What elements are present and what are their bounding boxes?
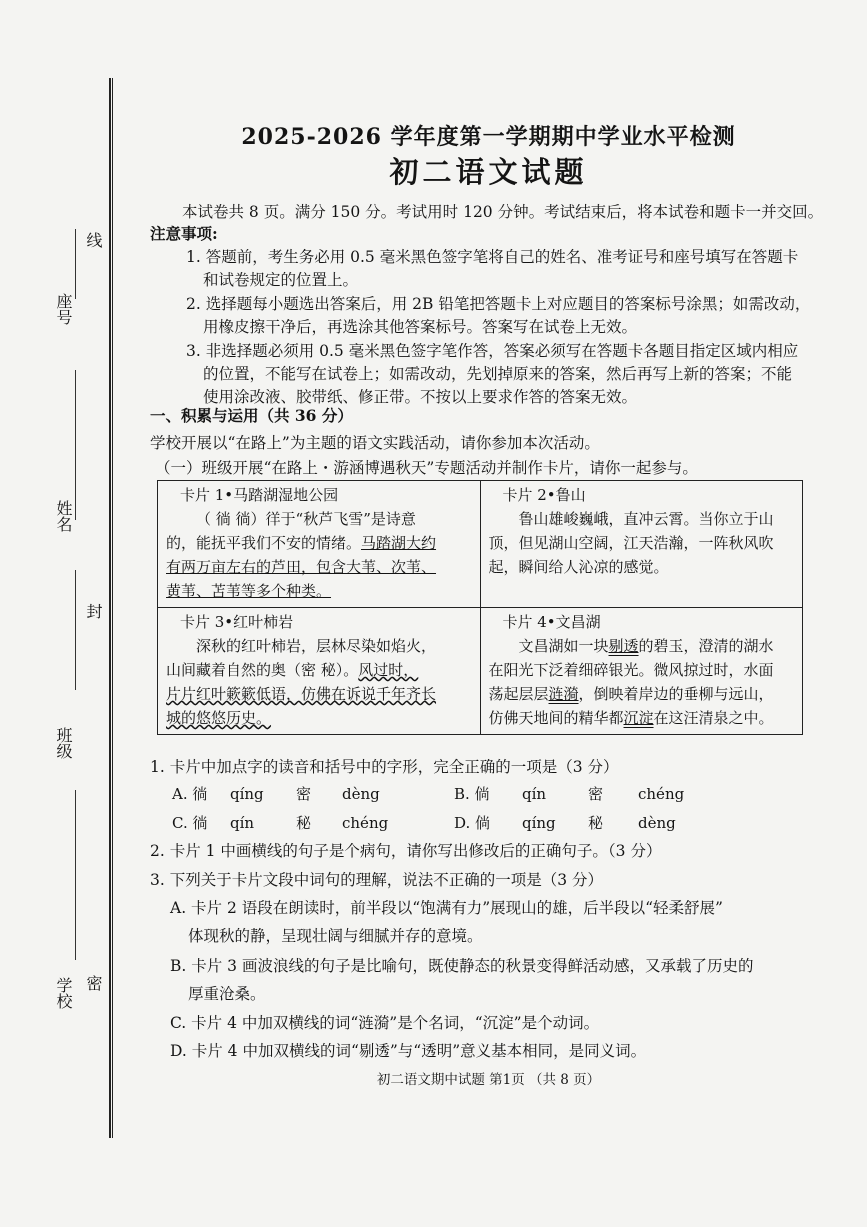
margin-line-char: 线 (84, 232, 103, 248)
option-pinyin: qíng (522, 814, 556, 832)
card-text (489, 682, 797, 706)
card-text: 深秋的红叶柿岩，层林尽染如焰火， (196, 637, 437, 655)
option-char: A. 徜 (172, 785, 208, 803)
option-pinyin: chéng (342, 814, 389, 832)
option-char: 密 (588, 785, 604, 803)
card-text-part: 仿佛天地间的精华都 (488, 709, 624, 727)
option-char: D. 倘 (454, 814, 491, 832)
card-text (489, 634, 797, 658)
underlined-sentence: 有两万亩左右的芦田，包含大苇、次苇、 (166, 558, 437, 576)
question-2: 2. 卡片 1 中画横线的句子是个病句，请你写出修改后的正确句子。（3 分） (150, 842, 662, 860)
card-text: 在阳光下泛着细碎银光。微风掠过时，水面 (488, 661, 774, 679)
double-underlined-word: 剔透 (608, 637, 639, 655)
card-text: 鲁山雄峻巍峨，直冲云霄。当你立于山 (518, 510, 774, 528)
question-3: 3. 下列关于卡片文段中词句的理解，说法不正确的一项是（3 分） (150, 871, 604, 889)
notice-line: 和试卷规定的位置上。 (203, 271, 359, 289)
card-text-part: ，倒映着岸边的垂柳与远山， (578, 685, 774, 703)
q3-option-a: A. 卡片 2 语段在朗读时，前半段以“饱满有力”展现山的雄，后半段以“轻柔舒展” (170, 899, 723, 917)
card-text-part: 在这汪清泉之中。 (653, 709, 774, 727)
option-char: 秘 (296, 814, 312, 832)
margin-secret-char: 密 (84, 975, 103, 991)
card-1 (158, 481, 481, 608)
notice-line: 使用涂改液、胶带纸、修正带。不按以上要求作答的答案无效。 (203, 388, 638, 406)
option-pinyin: dèng (342, 785, 380, 803)
q3-option-b-cont: 厚重沧桑。 (188, 985, 266, 1003)
double-underlined-word: 涟漪 (548, 685, 579, 703)
name-fill-line (75, 570, 76, 690)
card-title: 卡片 4•文昌湖 (502, 613, 601, 631)
cards-table (157, 480, 803, 735)
option-char: B. 倘 (454, 785, 490, 803)
q1-option-b (454, 783, 684, 805)
exam-title-line1: 2025-2026 学年度第一学期期中学业水平检测 (241, 124, 736, 150)
wavy-sentence: 风过时， (358, 661, 419, 679)
option-char: C. 徜 (172, 814, 208, 832)
notice-title: 注意事项: (150, 224, 218, 243)
q3-option-a-cont: 体现秋的静，呈现壮阔与细腻并存的意境。 (188, 927, 483, 945)
card-text-part: 文昌湖如一块 (518, 637, 609, 655)
card-title: 卡片 2•鲁山 (502, 486, 586, 504)
option-pinyin: qín (522, 785, 547, 803)
underlined-sentence: 马踏湖大约 (361, 534, 437, 552)
activity-intro: 学校开展以“在路上”为主题的语文实践活动，请你参加本次活动。 (150, 434, 600, 452)
seat-fill-line (75, 229, 76, 299)
option-pinyin: qín (230, 814, 255, 832)
card-4 (480, 608, 803, 735)
section-heading: 一、积累与运用（共 36 分） (150, 406, 353, 425)
card-text (166, 531, 474, 555)
exam-title-line2: 初二语文试题 (389, 155, 588, 189)
notice-line: 3. 非选择题必须用 0.5 毫米黑色签字笔作答，答案必须写在答题卡各题目指定区域内相应 (186, 342, 799, 360)
q3-option-c: C. 卡片 4 中加双横线的词“涟漪”是个名词，“沉淀”是个动词。 (170, 1014, 600, 1032)
card-title: 卡片 1•马踏湖湿地公园 (180, 486, 339, 504)
card-text-part: 的，能抚平我们不安的情绪。 (166, 534, 362, 552)
notice-line: 1. 答题前，考生务必用 0.5 毫米黑色签字笔将自己的姓名、准考证号和座号填写在答题卡 (186, 248, 799, 266)
q3-option-b: B. 卡片 3 画波浪线的句子是比喻句，既使静态的秋景变得鲜活动感，又承载了历史的 (170, 957, 754, 975)
wavy-sentence: 城的悠悠历史。 (166, 709, 272, 727)
notice-line: 用橡皮擦干净后，再选涂其他答案标号。答案写在试卷上无效。 (203, 318, 638, 336)
school-label: 学校 (54, 977, 73, 1009)
notice-line: 的位置，不能写在试卷上；如需改动，先划掉原来的答案，然后再写上新的答案；不能 (203, 365, 793, 383)
card-text-part: 山间藏着自然的奥（密 秘）。 (166, 661, 359, 679)
card-text: 顶，但见湖山空阔，江天浩瀚，一阵秋风吹 (488, 534, 774, 552)
card-text (166, 658, 474, 682)
binding-line-inner (112, 78, 113, 1138)
intro-text: 本试卷共 8 页。满分 150 分。考试用时 120 分钟。考试结束后，将本试卷和题卡一并交回。 (182, 203, 824, 221)
q1-option-c (172, 812, 388, 834)
class-label: 班级 (54, 727, 73, 759)
card-text: 起，瞬间给人沁凉的感觉。 (488, 558, 669, 576)
question-1: 1. 卡片中加点字的读音和括号中的字形，完全正确的一项是（3 分） (150, 758, 619, 776)
q1-option-a (172, 783, 380, 805)
seat-fill-line-2 (75, 370, 76, 520)
option-char: 密 (296, 785, 312, 803)
card-text-part: 的碧玉，澄清的湖水 (638, 637, 774, 655)
subsection-intro: （一）班级开展“在路上・游涵博遇秋天”专题活动并制作卡片，请你一起参与。 (155, 459, 698, 477)
binding-line (109, 78, 111, 1138)
card-2 (480, 481, 803, 608)
option-pinyin: qíng (230, 785, 264, 803)
card-text (489, 706, 797, 730)
class-fill-line (75, 790, 76, 960)
double-underlined-word: 沉淀 (623, 709, 654, 727)
notice-line: 2. 选择题每小题选出答案后，用 2B 铅笔把答题卡上对应题目的答案标号涂黑；如需改动， (186, 295, 811, 313)
q1-option-d (454, 812, 676, 834)
page-footer: 初二语文期中试题 第1页 （共 8 页） (376, 1072, 601, 1088)
wavy-sentence: 片片红叶簌簌低语，仿佛在诉说千年齐长 (166, 685, 437, 703)
option-pinyin: chéng (638, 785, 685, 803)
seat-label: 座号 (54, 293, 73, 325)
margin-seal-char: 封 (84, 603, 103, 619)
card-3 (158, 608, 481, 735)
q3-option-d: D. 卡片 4 中加双横线的词“剔透”与“透明”意义基本相同，是同义词。 (170, 1042, 647, 1060)
card-text-part: 荡起层层 (488, 685, 549, 703)
card-text: （ 徜 徜）徉于“秋芦飞雪”是诗意 (196, 510, 416, 528)
name-label: 姓名 (54, 500, 73, 532)
card-title: 卡片 3•红叶柿岩 (180, 613, 294, 631)
underlined-sentence: 黄苇、苫苇等多个种类。 (166, 582, 332, 600)
option-char: 秘 (588, 814, 604, 832)
option-pinyin: dèng (638, 814, 676, 832)
